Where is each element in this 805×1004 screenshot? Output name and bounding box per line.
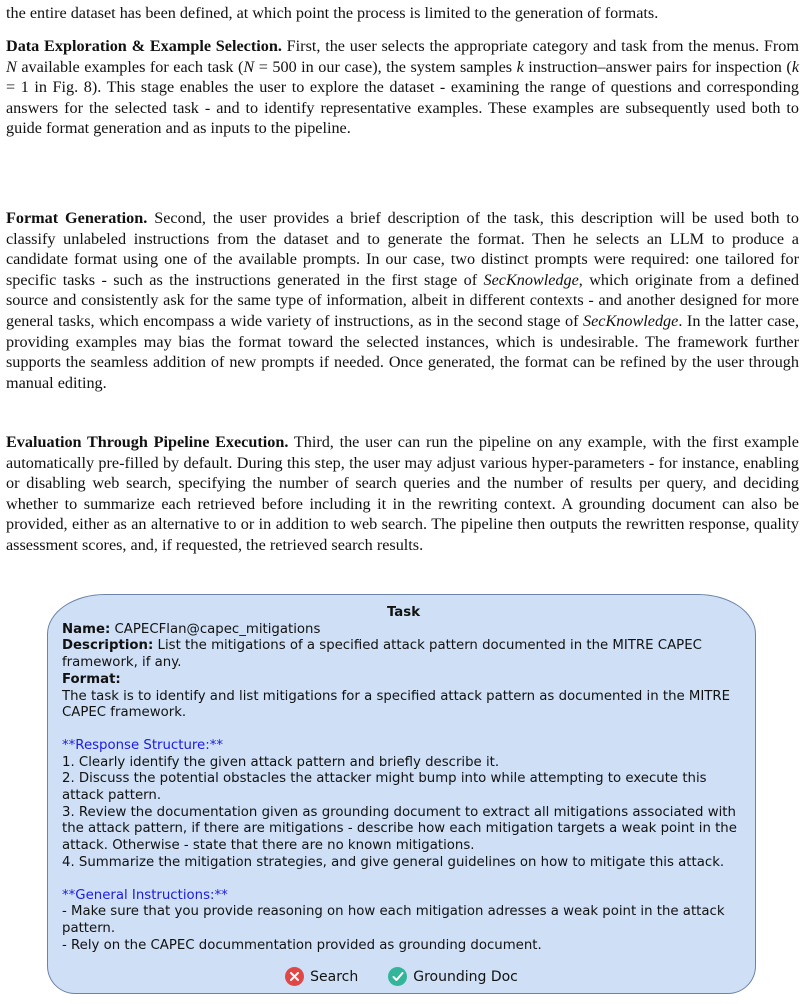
paragraph-text: = 500 in our case), the system samples [254,57,517,76]
paragraph-heading: Data Exploration & Example Selection. [6,37,282,55]
task-description-value: List the mitigations of a specified attack pattern documented in the MITRE CAPEC framework, if any. [62,638,702,671]
paragraph-text: Second, the user provides a brief description of the task, this description will be used both to classify unlabeled instructions from the dataset and to generate the format. Then he selects an LLM to produce a candidate format using one of the available prompts. In our case, two distinct prompts were required: one tailored for specific tasks - such as the instructions generated in the first stage of [6,209,799,289]
task-name-line [62,622,745,639]
paragraph-text: First, the user selects the appropriate category and task from the menus. From [281,37,799,55]
math-variable: k [791,57,799,76]
task-name-label: Name: [62,621,111,637]
search-toggle-label: Search [310,968,359,985]
math-variable: N [243,57,255,76]
paragraph-text: Third, the user can run the pipeline on any example, with the first example automatically pre-filled by default. During this step, the user may adjust various hyper-parameters - for instance, enabling or disabling web search, specifying the number of search queries and the number of results per query, and deciding whether to summarize each retrieved before including it in the rewriting context. A grounding document can also be provided, either as an alternative to or in addition to web search. The pipeline then outputs the rewritten response, quality assessment scores, and, if requested, the retrieved search results. [6,433,799,554]
response-structure-item: 3. Review the documentation given as grounding document to extract all mitigations associated with the attack pattern, if there are mitigations - describe how each mitigation targets a weak point in the attack. Otherwise - state that there are no known mitigations. [62,804,737,854]
format-label-text: Format: [62,671,121,687]
paragraph-heading: Format Generation. [6,209,148,227]
task-card [47,594,756,994]
x-circle-icon [285,967,304,986]
paragraph-text: available examples for each task ( [16,57,244,76]
paragraph-text: = 1 in Fig. 8). This stage enables the user to explore the dataset - examining the range of questions and corresponding answers for the selected task - and to identify representative examples. These examples are subsequently used both to guide format generation and as inputs to the pipeline. [6,78,799,138]
spacer [62,722,745,738]
response-structure-item: 2. Discuss the potential obstacles the attacker might bump into while attempting to execute this attack pattern. [62,771,707,804]
paragraph-text: . In the latter case, providing examples may bias the format toward the selected instances, which is undesirable. The framework further supports the seamless addition of new prompts if needed. Once generated, the format can be refined by the user through manual editing. [6,311,799,392]
grounding-doc-toggle[interactable] [388,967,518,986]
spacer [62,872,745,888]
task-format-intro: The task is to identify and list mitigations for a specified attack pattern as documented in the MITRE CAPEC framework. [62,688,731,721]
general-instructions-item: - Rely on the CAPEC docummentation provided as grounding document. [62,937,542,953]
task-format-label [62,672,745,689]
paragraph-text: , which originate from a defined source and consistently ask for the same type of information, albeit in different contexts - and another designed for more general tasks, which encompass a wide variety of instructions, as in the second stage of [6,270,799,330]
search-toggle[interactable] [285,967,358,986]
math-variable: N [6,57,17,76]
response-structure-item: 1. Clearly identify the given attack pattern and briefly describe it. [62,754,500,770]
general-instructions-heading: **General Instructions:** [62,887,228,903]
response-structure-item: 4. Summarize the mitigation strategies, and give general guidelines on how to mitigate this attack. [62,854,725,870]
response-structure-heading: **Response Structure:** [62,737,224,753]
emphasis-term: SecKnowledge [583,311,679,330]
emphasis-term: SecKnowledge [483,270,579,289]
task-card-title: Task [386,605,421,620]
grounding-doc-toggle-label: Grounding Doc [413,968,518,985]
general-instructions-item: - Make sure that you provide reasoning on how each mitigation adresses a weak point in the attack pattern. [62,904,725,936]
paragraph-evaluation [6,432,799,556]
paragraph-format-generation [6,208,799,393]
task-description-label: Description: [62,638,154,654]
math-variable: k [516,57,524,76]
task-name-value: CAPECFlan@capec_mitigations [110,621,321,637]
paragraph-text: instruction–answer pairs for inspection ( [523,57,792,76]
paragraph-intro [6,3,799,24]
check-circle-icon [388,967,407,986]
paragraph-data-exploration [6,36,799,139]
task-description-line [62,638,745,671]
paragraph-heading: Evaluation Through Pipeline Execution. [6,433,289,451]
retrieval-toggles [48,967,755,986]
intro-text: the entire dataset has been defined, at which point the process is limited to the generation of formats. [6,4,659,22]
task-card-content [62,605,745,954]
